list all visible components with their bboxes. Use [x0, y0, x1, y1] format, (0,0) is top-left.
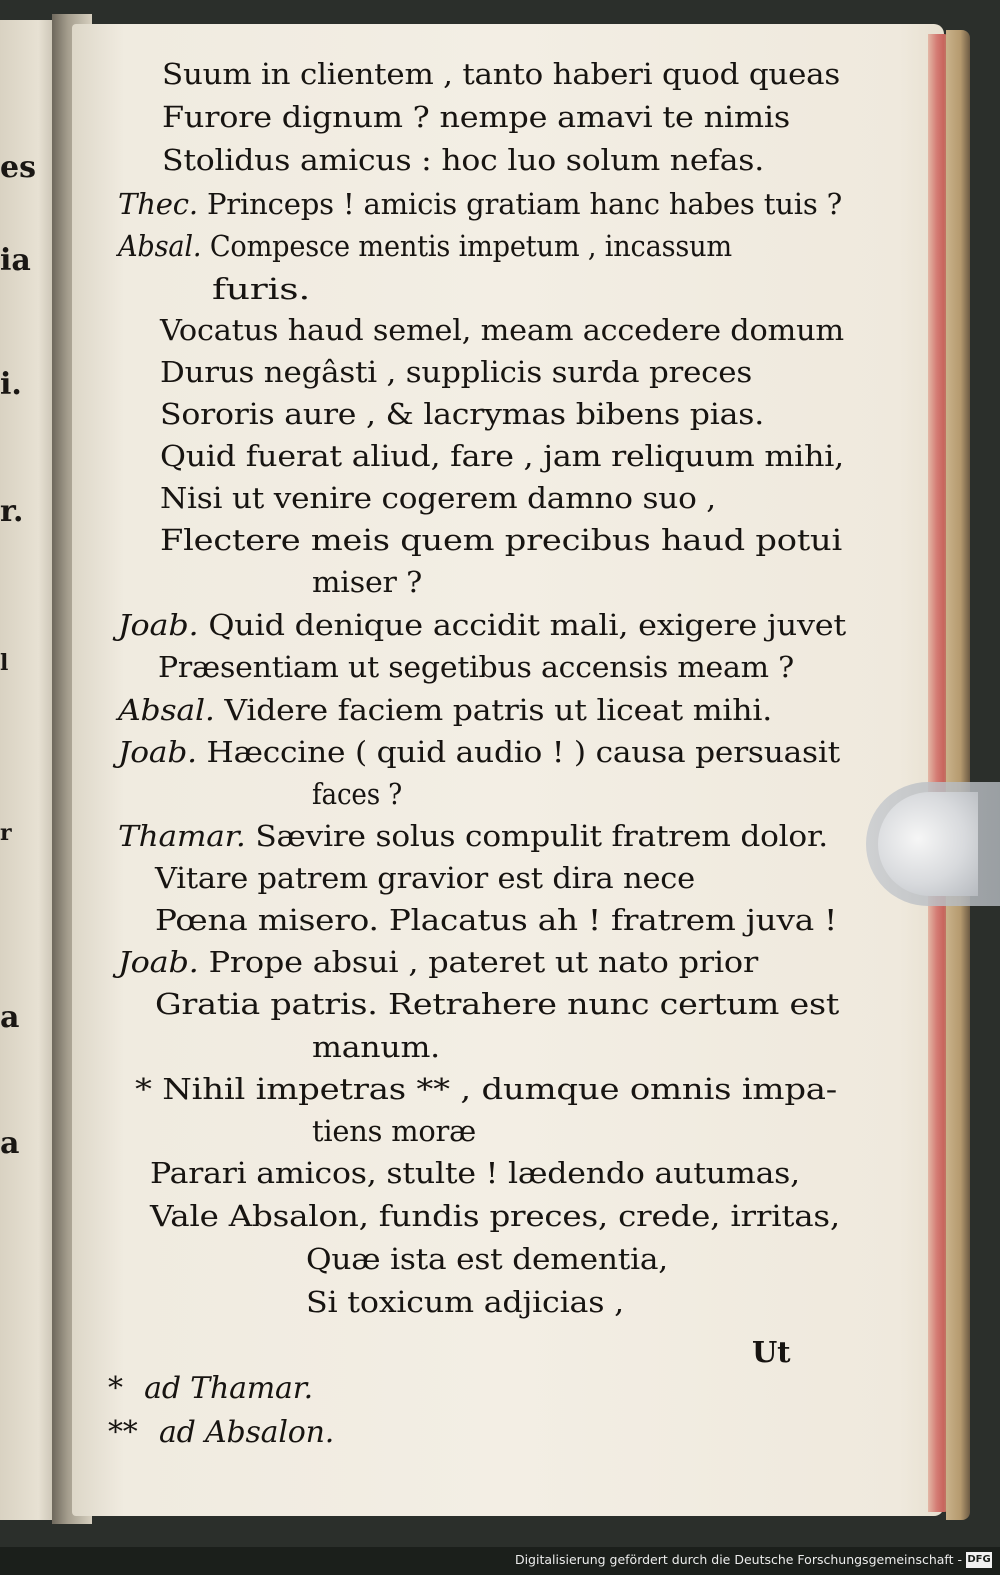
- text-line: [160, 397, 764, 431]
- verse-text: Nisi ut venire cogerem damno suo ,: [160, 481, 716, 515]
- verse-text: Furore dignum ? nempe amavi te nimis: [162, 100, 790, 134]
- left-page-fragment: a: [0, 1126, 20, 1161]
- verse-text: Si toxicum adjicias ,: [306, 1285, 624, 1319]
- footnote-text: ad Thamar.: [144, 1371, 313, 1406]
- text-line: [312, 1030, 440, 1064]
- verse-text: Vitare patrem gravior est dira nece: [155, 861, 695, 895]
- text-line: [118, 693, 772, 727]
- verse-text: * Nihil impetras ** , dumque omnis impa-: [135, 1072, 837, 1106]
- text-line: [150, 1199, 840, 1233]
- verse-text: manum.: [312, 1030, 440, 1064]
- dfg-logo: DFG: [966, 1552, 992, 1568]
- verse-text: furis.: [212, 272, 311, 306]
- verse-text: Gratia patris. Retrahere nunc certum est: [155, 987, 839, 1021]
- footnote-text: ad Absalon.: [158, 1415, 335, 1450]
- verse-text: Quid fuerat aliud, fare , jam reliquum mihi,: [160, 439, 844, 473]
- left-page-fragment: a: [0, 1000, 20, 1035]
- left-page-fragment: l: [0, 650, 9, 676]
- verse-text: Compesce mentis impetum , incassum: [209, 229, 732, 263]
- verse-text: miser ?: [312, 565, 422, 599]
- text-line: [155, 861, 695, 895]
- text-line: [162, 57, 840, 91]
- text-line: [312, 777, 402, 811]
- footnote-1: [108, 1371, 313, 1406]
- left-page-fragment: r: [0, 820, 12, 846]
- text-line: [118, 229, 732, 263]
- speaker-label: Thec.: [118, 187, 207, 221]
- verse-text: tiens moræ: [312, 1114, 476, 1148]
- digitization-credit: Digitalisierung gefördert durch die Deutsche Forschungsgemeinschaft -: [514, 1552, 962, 1567]
- cover-edge: [946, 30, 970, 1520]
- text-line: [118, 608, 846, 642]
- catchword: Ut: [752, 1335, 791, 1369]
- verse-text: Prope absui , pateret ut nato prior: [208, 945, 759, 979]
- text-line: [155, 987, 839, 1021]
- verse-text: Hæccine ( quid audio ! ) causa persuasit: [206, 735, 841, 769]
- speaker-label: Absal.: [118, 693, 225, 727]
- verse-text: Pœna misero. Placatus ah ! fratrem juva !: [155, 903, 837, 937]
- text-line: [312, 565, 422, 599]
- verse-text: Stolidus amicus : hoc luo solum nefas.: [162, 143, 764, 177]
- text-line: [160, 313, 844, 347]
- footnote-mark: *: [108, 1371, 123, 1406]
- page-clip-lens: [878, 792, 978, 896]
- speaker-label: Thamar.: [118, 819, 256, 853]
- text-line: [160, 523, 842, 557]
- text-line: [306, 1242, 668, 1276]
- verse-text: Quid denique accidit mali, exigere juvet: [208, 608, 846, 642]
- footnote-2: [108, 1415, 335, 1450]
- text-line: [118, 945, 759, 979]
- text-line: [212, 272, 311, 306]
- text-line: [135, 1072, 837, 1106]
- text-line: [118, 735, 841, 769]
- verse-text: Flectere meis quem precibus haud potui: [160, 523, 842, 557]
- text-line: [162, 143, 764, 177]
- text-line: [150, 1156, 800, 1190]
- verse-text: Videre faciem patris ut liceat mihi.: [224, 693, 772, 727]
- text-line: [160, 355, 752, 389]
- verse-text: faces ?: [312, 777, 402, 811]
- speaker-label: Joab.: [118, 945, 209, 979]
- text-line: [118, 187, 843, 221]
- verse-text: Sororis aure , & lacrymas bibens pias.: [160, 397, 764, 431]
- verse-text: Durus negâsti , supplicis surda preces: [160, 355, 752, 389]
- speaker-label: Joab.: [118, 608, 209, 642]
- text-line: [155, 903, 837, 937]
- speaker-label: Absal.: [118, 229, 210, 263]
- text-line: [160, 439, 844, 473]
- text-line: [118, 819, 828, 853]
- verse-text: Suum in clientem , tanto haberi quod queas: [162, 57, 840, 91]
- text-line: [312, 1114, 476, 1148]
- verse-text: Princeps ! amicis gratiam hanc habes tuis ?: [206, 187, 843, 221]
- verse-text: Sævire solus compulit fratrem dolor.: [255, 819, 828, 853]
- verse-text: Vale Absalon, fundis preces, crede, irritas,: [150, 1199, 840, 1233]
- verse-text: Vocatus haud semel, meam accedere domum: [160, 313, 844, 347]
- left-page-fragment: i.: [0, 367, 22, 402]
- text-line: [306, 1285, 624, 1319]
- text-line: [160, 481, 716, 515]
- verse-text: Præsentiam ut segetibus accensis meam ?: [158, 650, 795, 684]
- verse-text: Parari amicos, stulte ! lædendo autumas,: [150, 1156, 800, 1190]
- left-page-fragment: r.: [0, 494, 24, 529]
- left-page-fragment: es: [0, 150, 36, 185]
- footnote-mark: **: [108, 1415, 138, 1450]
- text-line: [158, 650, 795, 684]
- left-page-fragment: ia: [0, 243, 31, 278]
- verse-text: Quæ ista est dementia,: [306, 1242, 668, 1276]
- speaker-label: Joab.: [118, 735, 207, 769]
- text-line: [162, 100, 790, 134]
